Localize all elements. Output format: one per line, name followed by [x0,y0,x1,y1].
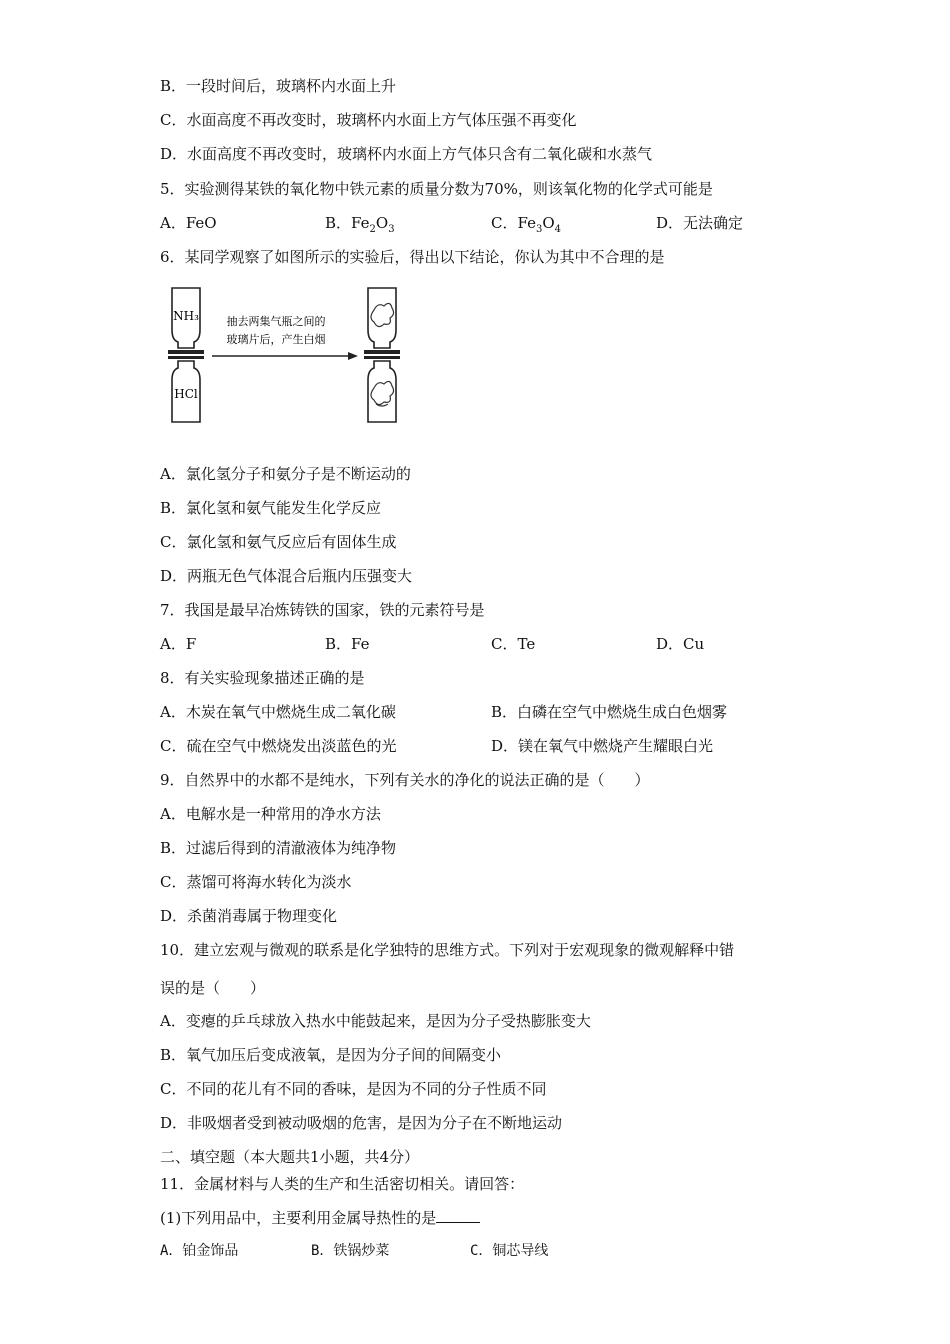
q7-option-d: D．Cu [656,635,705,653]
q4-option-b: B．一段时间后，玻璃杯内水面上升 [160,77,397,95]
q11-option-a: A．铂金饰品 [160,1243,239,1259]
q6-option-c: C．氯化氢和氨气反应后有固体生成 [160,533,397,551]
smoke-icon-top [371,303,394,326]
q5-option-a: A．FeO [160,214,217,232]
section2-heading: 二、填空题（本大题共1小题，共4分） [160,1148,420,1166]
q10-stem-line2: 误的是（ ） [160,979,266,997]
q8-stem: 8．有关实验现象描述正确的是 [160,669,365,687]
q4-option-d: D．水面高度不再改变时，玻璃杯内水面上方气体只含有二氧化碳和水蒸气 [160,145,653,163]
q5-stem: 5．实验测得某铁的氧化物中铁元素的质量分数为70%，则该氧化物的化学式可能是 [160,180,713,198]
glass-plate-left-2 [168,356,204,359]
q9-stem: 9．自然界中的水都不是纯水，下列有关水的净化的说法正确的是（ ） [160,771,650,789]
smoke-icon-bottom [371,381,394,404]
q9-option-a: A．电解水是一种常用的净水方法 [160,805,381,823]
figure-caption-line1: 抽去两集气瓶之间的 [226,315,326,328]
q10-option-b: B．氧气加压后变成液氧，是因为分子间的间隔变小 [160,1046,502,1064]
nh3-label: NH₃ [173,309,199,323]
q7-stem: 7．我国是最早冶炼铸铁的国家，铁的元素符号是 [160,601,485,619]
q9-option-d: D．杀菌消毒属于物理变化 [160,907,338,925]
q5-option-c: C．$Fe_3O_4$ [491,214,562,235]
glass-plate-right [364,350,400,354]
q6-stem: 6．某同学观察了如图所示的实验后，得出以下结论，你认为其中不合理的是 [160,248,665,266]
q10-option-c: C．不同的花儿有不同的香味，是因为不同的分子性质不同 [160,1080,547,1098]
q8-option-a: A．木炭在氧气中燃烧生成二氧化碳 [160,703,396,721]
q9-option-c: C．蒸馏可将海水转化为淡水 [160,873,352,891]
q8-option-b: B．白磷在空气中燃烧生成白色烟雾 [491,703,728,721]
q10-option-d: D．非吸烟者受到被动吸烟的危害，是因为分子在不断地运动 [160,1114,563,1132]
q9-option-b: B．过滤后得到的清澈液体为纯净物 [160,839,397,857]
figure-caption-line2: 玻璃片后，产生白烟 [226,333,326,346]
q11-option-b: B．铁锅炒菜 [311,1243,390,1259]
q4-option-c: C．水面高度不再改变时，玻璃杯内水面上方气体压强不再变化 [160,111,577,129]
q10-stem-line1: 10．建立宏观与微观的联系是化学独特的思维方式。下列对于宏观现象的微观解释中错 [160,941,735,959]
q5-option-b: B．$Fe_2O_3$ [325,214,395,235]
arrow-head-icon [348,352,358,360]
q8-option-c: C．硫在空气中燃烧发出淡蓝色的光 [160,737,397,755]
answer-blank[interactable] [436,1208,480,1223]
glass-plate-left [168,350,204,354]
q6-option-a: A．氯化氢分子和氨分子是不断运动的 [160,465,411,483]
glass-plate-right-2 [364,356,400,359]
q11-stem: 11．金属材料与人类的生产和生活密切相关。请回答： [160,1175,525,1193]
q6-option-d: D．两瓶无色气体混合后瓶内压强变大 [160,567,413,585]
q7-option-c: C．Te [491,635,536,653]
q8-option-d: D．镁在氧气中燃烧产生耀眼白光 [491,737,714,755]
q10-option-a: A．变瘪的乒乓球放入热水中能鼓起来，是因为分子受热膨胀变大 [160,1012,591,1030]
q7-option-a: A．F [160,635,197,653]
q7-option-b: B．Fe [325,635,370,653]
q6-experiment-figure [160,280,420,430]
hcl-label: HCl [174,387,198,401]
q11-option-c: C．铜芯导线 [470,1243,549,1259]
q5-option-d: D．无法确定 [656,214,744,232]
mixed-bottle-top [368,288,396,348]
q11-subquestion-1: (1)下列用品中，主要利用金属导热性的是 [160,1208,480,1228]
q6-option-b: B．氯化氢和氨气能发生化学反应 [160,499,382,517]
